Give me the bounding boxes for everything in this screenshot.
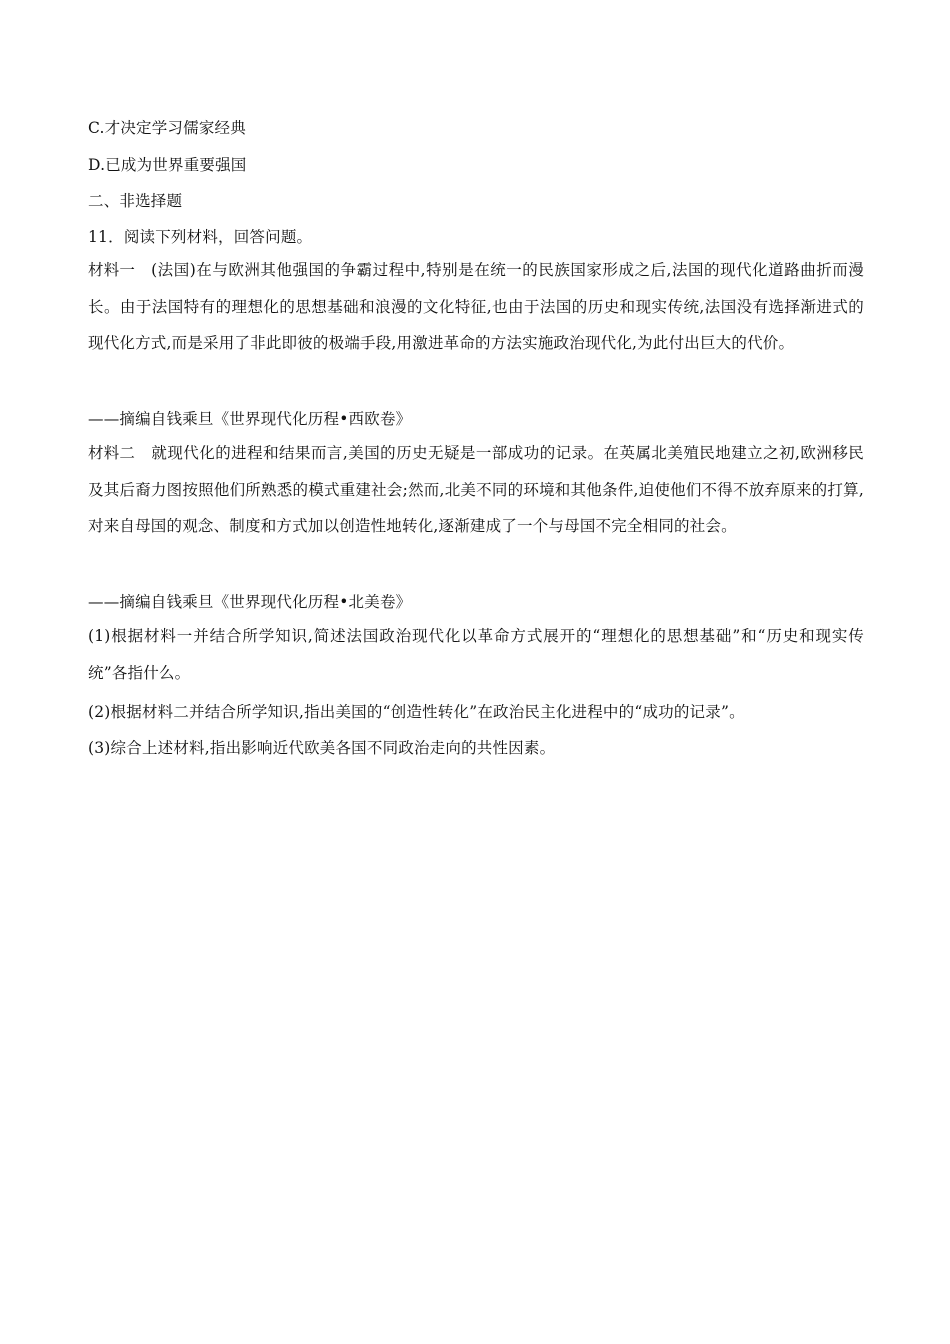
option-c: C.才决定学习儒家经典 — [88, 119, 246, 137]
material-two-label: 材料二 — [88, 444, 136, 462]
sub-question-3: (3)综合上述材料,指出影响近代欧美各国不同政治走向的共性因素。 — [88, 739, 556, 757]
option-d: D.已成为世界重要强国 — [88, 156, 247, 174]
material-one-source: ——摘编自钱乘旦《世界现代化历程•西欧卷》 — [88, 410, 412, 428]
material-one — [88, 252, 864, 362]
section-heading: 二、非选择题 — [88, 192, 183, 210]
material-two-source: ——摘编自钱乘旦《世界现代化历程•北美卷》 — [88, 593, 412, 611]
sub-question-2: (2)根据材料二并结合所学知识,指出美国的“创造性转化”在政治民主化进程中的“成功的记录”。 — [88, 703, 745, 721]
material-two-text: 就现代化的进程和结果而言,美国的历史无疑是一部成功的记录。在英属北美殖民地建立之初,欧洲移民及其后裔力图按照他们所熟悉的模式重建社会;然而,北美不同的环境和其他条件,迫使他们不得不放弃原来的打算,对来自母国的观念、制度和方式加以创造性地转化,逐渐建成了一个与母国不完全相同的社会。 — [88, 444, 864, 535]
material-two — [88, 435, 864, 545]
question-stem: 11．阅读下列材料，回答问题。 — [88, 228, 313, 246]
sub-question-1: (1)根据材料一并结合所学知识,简述法国政治现代化以革命方式展开的“理想化的思想基础”和“历史和现实传统”各指什么。 — [88, 627, 864, 682]
material-one-text: (法国)在与欧洲其他强国的争霸过程中,特别是在统一的民族国家形成之后,法国的现代化道路曲折而漫长。由于法国特有的理想化的思想基础和浪漫的文化特征,也由于法国的历史和现实传统,法国没有选择渐进式的现代化方式,而是采用了非此即彼的极端手段,用激进革命的方法实施政治现代化,为此付出巨大的代价。 — [88, 261, 864, 352]
material-one-label: 材料一 — [88, 261, 136, 279]
